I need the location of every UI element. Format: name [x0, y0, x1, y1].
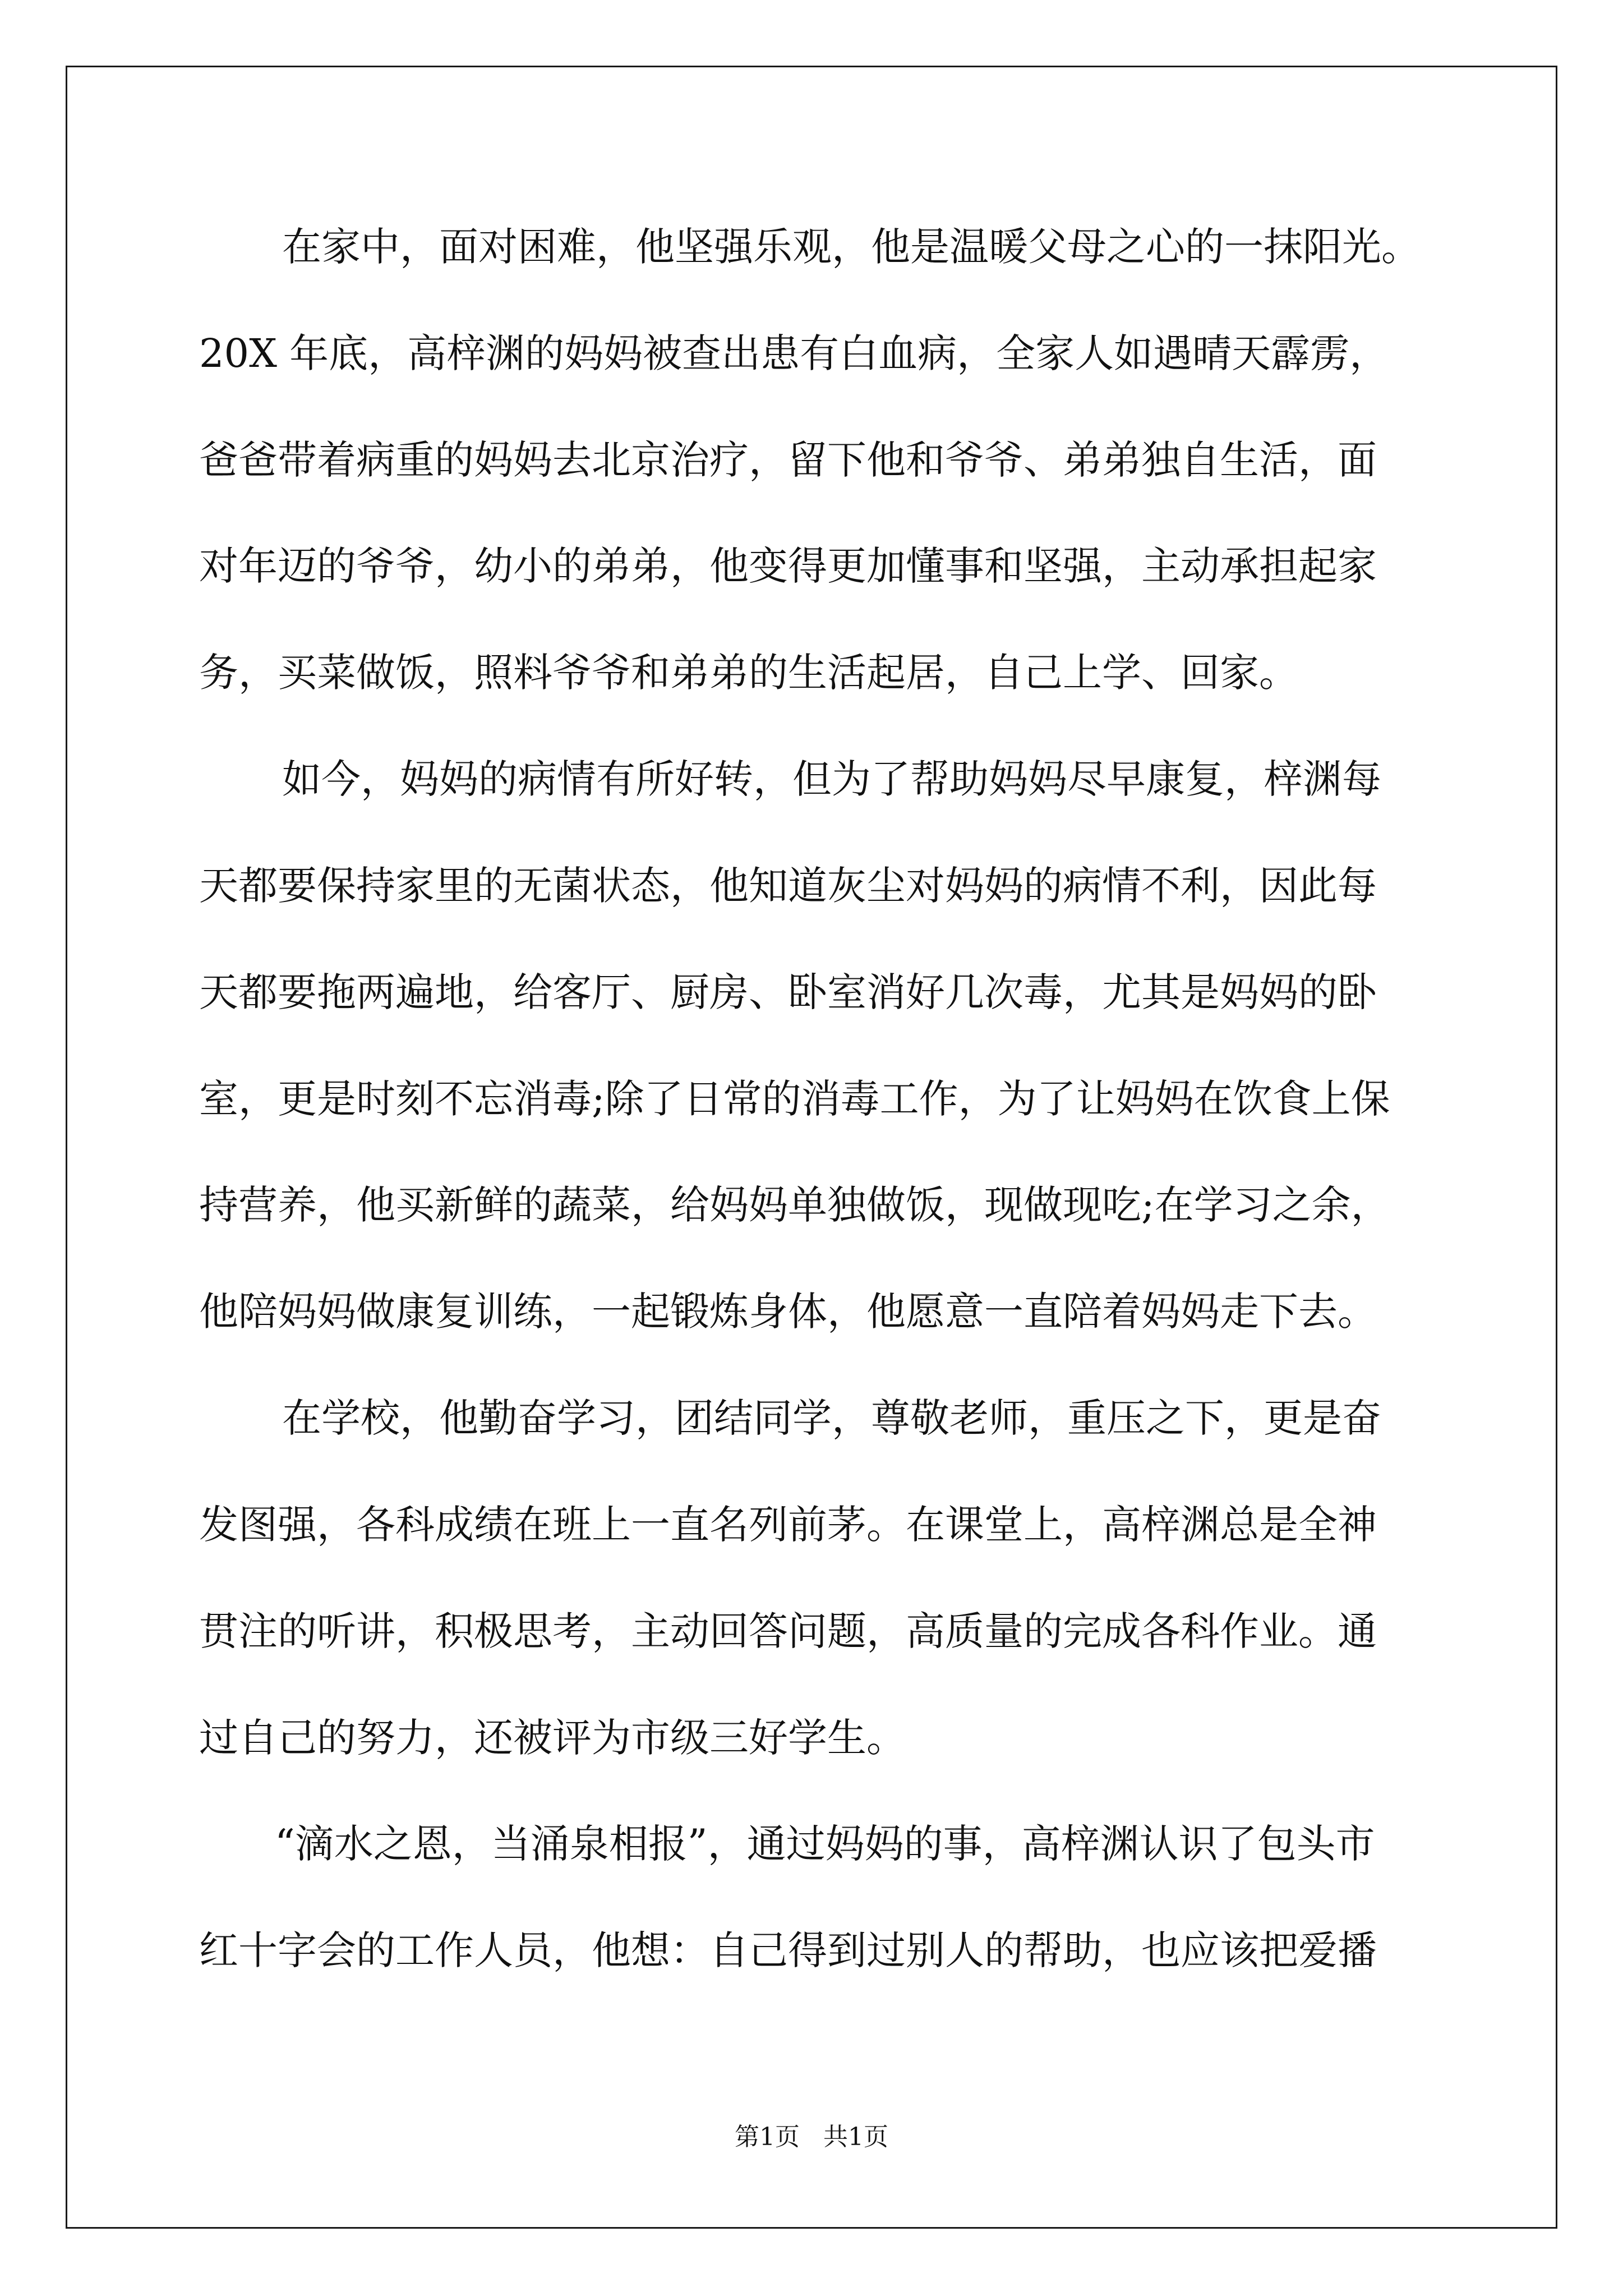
text-line: 过自己的努力，还被评为市级三好学生。 [199, 1715, 906, 1761]
page-number-footer: 第1页 共1页 [735, 2123, 888, 2151]
page-border [66, 66, 1557, 2229]
text-line: 在学校，他勤奋学习，团结同学，尊敬老师，重压之下，更是奋 [282, 1395, 1381, 1441]
text-line: 如今，妈妈的病情有所好转，但为了帮助妈妈尽早康复，梓渊每 [282, 756, 1381, 802]
text-line: 天都要保持家里的无菌状态，他知道灰尘对妈妈的病情不利，因此每 [199, 863, 1377, 909]
text-line: 对年迈的爷爷，幼小的弟弟，他变得更加懂事和坚强，主动承担起家 [199, 543, 1377, 589]
text-line: 发图强，各科成绩在班上一直名列前茅。在课堂上，高梓渊总是全神 [199, 1502, 1377, 1548]
text-line: 务，买菜做饭，照料爷爷和弟弟的生活起居，自己上学、回家。 [199, 650, 1298, 696]
text-line: 20X 年底，高梓渊的妈妈被查出患有白血病，全家人如遇晴天霹雳， [199, 330, 1389, 376]
text-line: 天都要拖两遍地，给客厅、厨房、卧室消好几次毒，尤其是妈妈的卧 [199, 969, 1377, 1015]
text-line: 持营养，他买新鲜的蔬菜，给妈妈单独做饭，现做现吃;在学习之余， [199, 1182, 1390, 1228]
text-line: 贯注的听讲，积极思考，主动回答问题，高质量的完成各科作业。通 [199, 1608, 1377, 1654]
text-line: 室，更是时刻不忘消毒;除了日常的消毒工作，为了让妈妈在饮食上保 [199, 1076, 1390, 1122]
text-line: “滴水之恩，当涌泉相报”，通过妈妈的事，高梓渊认识了包头市 [275, 1821, 1375, 1867]
text-line: 红十字会的工作人员，他想：自己得到过别人的帮助，也应该把爱播 [199, 1927, 1377, 1973]
text-line: 爸爸带着病重的妈妈去北京治疗，留下他和爷爷、弟弟独自生活，面 [199, 437, 1377, 483]
text-line: 在家中，面对困难，他坚强乐观，他是温暖父母之心的一抹阳光。 [282, 224, 1421, 270]
text-line: 他陪妈妈做康复训练，一起锻炼身体，他愿意一直陪着妈妈走下去。 [199, 1289, 1377, 1335]
